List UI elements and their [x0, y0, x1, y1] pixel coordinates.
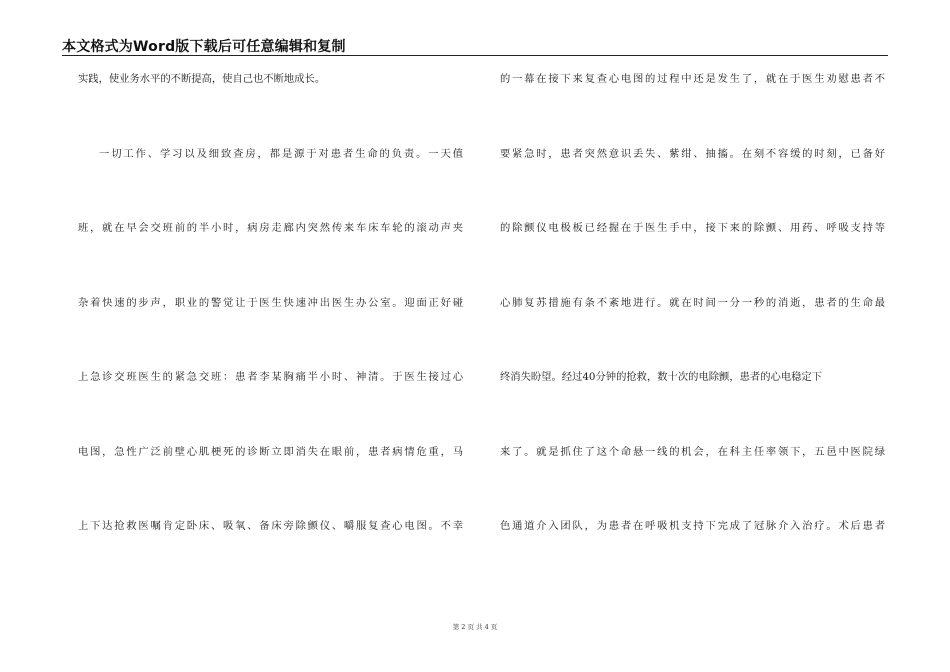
text-line: 色通道介入团队，为患者在呼吸机支持下完成了冠脉介入治疗。术后患者: [500, 520, 885, 532]
text-line: 心肺复苏措施有条不紊地进行。就在时间一分一秒的消逝，患者的生命最: [500, 296, 885, 309]
text-line: 终消失盼望。经过40分钟的抢救，数十次的电除颤，患者的心电稳定下: [500, 371, 823, 383]
page-number: 第 2 页 共 4 页: [452, 623, 498, 631]
text-line: 的一幕在接下来复查心电图的过程中还是发生了，就在于医生劝慰患者不: [500, 73, 885, 85]
text-line: 实践，使业务水平的不断提高，使自己也不断地成长。: [78, 73, 326, 85]
text-line: 的除颤仪电极板已经握在于医生手中，接下来的除颤、用药、呼吸支持等: [500, 222, 885, 234]
text-line: 来了。就是抓住了这个命悬一线的机会，在科主任率领下，五邑中医院绿: [500, 445, 885, 458]
text-line: 班，就在早会交班前的半小时，病房走廊内突然传来车床车轮的滚动声夹: [78, 222, 463, 234]
text-line: 上急诊交班医生的紧急交班：患者李某胸痛半小时、神清。于医生接过心: [78, 371, 463, 383]
text-line: 上下达抢救医嘱肯定卧床、吸氧、备床旁除颤仪、嚼服复查心电图。不幸: [78, 520, 463, 532]
right-text-column: [500, 73, 885, 595]
text-line: 要紧急时，患者突然意识丢失、紫绀、抽搐。在刻不容缓的时刻，已备好: [500, 147, 885, 160]
text-line: 电图，急性广泛前壁心肌梗死的诊断立即消失在眼前，患者病情危重，马: [78, 445, 463, 458]
document-header-title: 本文格式为Word版下载后可任意编辑和复制: [62, 39, 346, 55]
left-text-column: [78, 73, 463, 595]
header-divider: [62, 55, 888, 56]
text-line: 杂着快速的步声，职业的警觉让于医生快速冲出医生办公室。迎面正好碰: [78, 296, 463, 309]
text-line: 一切工作、学习以及细致查房，都是源于对患者生命的负责。一天值: [99, 147, 463, 160]
